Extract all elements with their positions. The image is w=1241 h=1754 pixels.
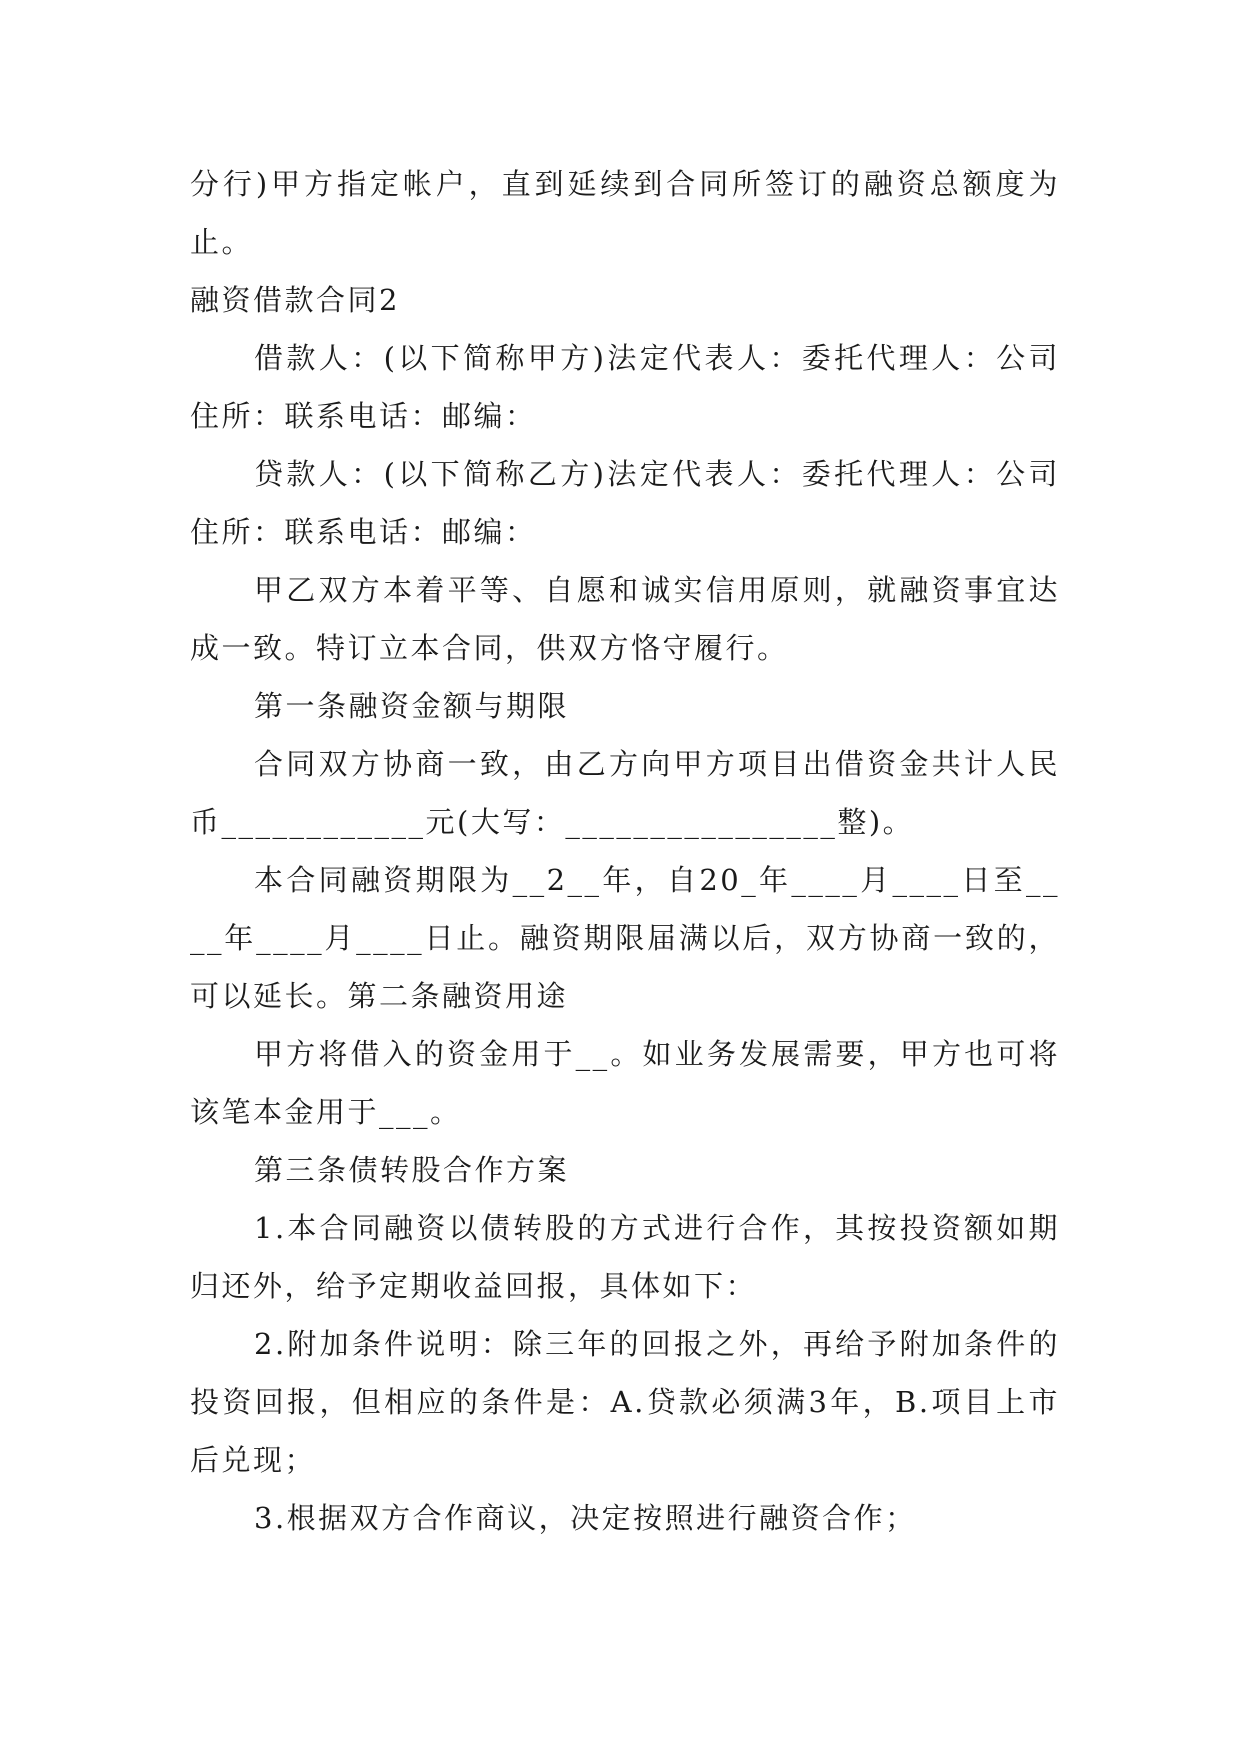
article-2-usage: 甲方将借入的资金用于__。如业务发展需要，甲方也可将该笔本金用于___。 [190,1037,1060,1129]
contract-title: 融资借款合同2 [190,283,400,317]
article-3-heading: 第三条债转股合作方案 [254,1153,570,1187]
article-1-term: 本合同融资期限为__2__年，自20_年____月____日至____年____月____日止。融资期限届满以后，双方协商一致的，可以延长。第二条融资用途 [190,863,1060,1013]
document-page [190,155,1060,1547]
article-3-item-3: 3.根据双方合作商议，决定按照进行融资合作； [254,1501,917,1535]
borrower-info: 借款人：(以下简称甲方)法定代表人：委托代理人：公司住所：联系电话：邮编： [190,341,1060,433]
article-3-item-2: 2.附加条件说明：除三年的回报之外，再给予附加条件的投资回报，但相应的条件是：A.贷款必须满3年，B.项目上市后兑现； [190,1327,1060,1477]
article-1-amount: 合同双方协商一致，由乙方向甲方项目出借资金共计人民币____________元(大写：________________整)。 [190,747,1060,839]
article-3-item-1: 1.本合同融资以债转股的方式进行合作，其按投资额如期归还外，给予定期收益回报，具体如下： [190,1211,1060,1303]
article-1-heading: 第一条融资金额与期限 [254,689,570,723]
preamble: 甲乙双方本着平等、自愿和诚实信用原则，就融资事宜达成一致。特订立本合同，供双方恪守履行。 [190,573,1060,665]
lender-info: 贷款人：(以下简称乙方)法定代表人：委托代理人：公司住所：联系电话：邮编： [190,457,1060,549]
paragraph-continuation: 分行)甲方指定帐户，直到延续到合同所签订的融资总额度为止。 [190,167,1060,259]
